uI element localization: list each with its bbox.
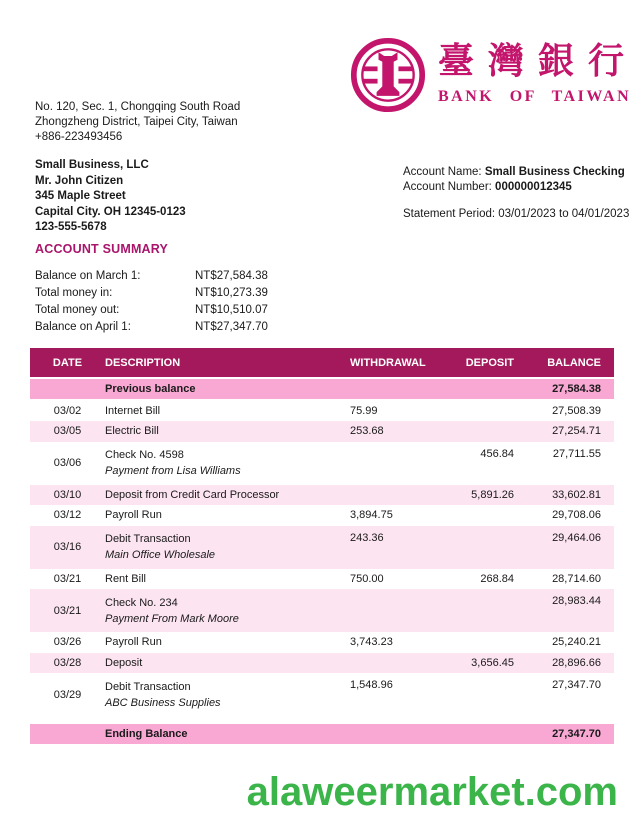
cell-deposit	[460, 526, 514, 532]
cell-withdrawal	[350, 589, 460, 595]
bank-address-line3: +886-223493456	[35, 131, 123, 143]
customer-line5: 123-555-5678	[35, 221, 107, 233]
cell-date: 03/10	[53, 488, 82, 501]
account-number-row	[403, 180, 629, 195]
cell-date: 03/02	[53, 404, 82, 417]
summary-row	[35, 302, 268, 319]
cell-balance: 27,347.70	[552, 679, 601, 691]
header-withdrawal: WITHDRAWAL	[350, 356, 426, 369]
table-row	[30, 379, 614, 401]
summary-value: NT$27,347.70	[195, 321, 268, 333]
account-info	[403, 165, 629, 222]
customer-address	[35, 158, 186, 236]
statement-period: Statement Period: 03/01/2023 to 04/01/2023	[403, 208, 630, 220]
bank-name-english: BANK OF TAIWAN	[438, 88, 632, 105]
table-row	[30, 653, 614, 674]
cell-description: Previous balance	[105, 382, 196, 395]
account-number-label: Account Number:	[403, 181, 496, 193]
customer-line1: Small Business, LLC	[35, 159, 149, 171]
table-row	[30, 505, 614, 526]
cell-description: Check No. 4598 Payment from Lisa Williams	[105, 449, 241, 477]
summary-row	[35, 268, 268, 285]
watermark-text: alaweermarket.com	[246, 770, 618, 814]
table-row	[30, 589, 614, 632]
cell-description: Deposit	[105, 656, 143, 669]
cell-deposit: 456.84	[480, 447, 514, 460]
table-row	[30, 442, 614, 485]
summary-label: Balance on April 1:	[35, 321, 131, 333]
cell-date: 03/06	[53, 457, 82, 469]
cell-deposit	[460, 589, 514, 595]
cell-balance: 27,711.55	[552, 447, 601, 460]
table-row	[30, 673, 614, 716]
account-name-row	[403, 165, 629, 180]
table-row	[30, 485, 614, 506]
cell-description: Debit Transaction Main Office Wholesale	[105, 533, 216, 561]
customer-line4: Capital City. OH 12345-0123	[35, 205, 186, 218]
header-description: DESCRIPTION	[105, 356, 181, 369]
transactions-table	[30, 348, 614, 746]
cell-withdrawal	[350, 442, 460, 448]
summary-row	[35, 285, 268, 302]
cell-withdrawal: 3,743.23	[350, 636, 393, 649]
table-row	[30, 401, 614, 422]
summary-row	[35, 319, 268, 336]
cell-withdrawal: 3,894.75	[350, 509, 393, 522]
cell-date: 03/21	[53, 572, 82, 585]
cell-deposit: 5,891.26	[471, 488, 514, 501]
cell-balance: 28,714.60	[552, 572, 601, 585]
cell-deposit: 3,656.45	[471, 656, 514, 669]
summary-value: NT$27,584.38	[195, 270, 268, 282]
cell-description: Check No. 234 Payment From Mark Moore	[105, 596, 239, 625]
account-summary	[35, 268, 268, 336]
cell-balance: 25,240.21	[552, 636, 601, 649]
cell-balance: 29,708.06	[552, 509, 601, 522]
table-row	[30, 632, 614, 653]
cell-withdrawal: 243.36	[350, 531, 384, 544]
customer-line2: Mr. John Citizen	[35, 174, 124, 187]
cell-withdrawal: 75.99	[350, 404, 378, 417]
bank-address	[35, 100, 240, 145]
cell-withdrawal: 253.68	[350, 425, 384, 438]
cell-description: Payroll Run	[105, 636, 162, 649]
cell-description: Rent Bill	[105, 572, 146, 585]
bank-name-chinese: 臺灣銀行	[438, 41, 639, 81]
cell-date: 03/21	[53, 604, 82, 617]
cell-balance: 27,254.71	[552, 425, 601, 438]
cell-withdrawal: 1,548.96	[350, 679, 393, 691]
table-row	[30, 724, 614, 746]
bank-logo-text	[438, 37, 638, 106]
cell-description: Electric Bill	[105, 425, 159, 438]
cell-balance: 28,983.44	[552, 595, 601, 607]
cell-description: Payroll Run	[105, 509, 162, 522]
header-deposit: DEPOSIT	[465, 356, 514, 369]
bank-logo	[350, 37, 638, 113]
cell-balance: 29,464.06	[552, 531, 601, 544]
cell-description: Internet Bill	[105, 404, 161, 417]
table-row	[30, 421, 614, 442]
cell-balance: 27,508.39	[552, 404, 601, 417]
cell-balance: 28,896.66	[552, 656, 601, 669]
account-name-value: Small Business Checking	[484, 166, 625, 178]
summary-value: NT$10,510.07	[195, 304, 268, 316]
table-header	[30, 348, 614, 379]
cell-deposit	[460, 673, 514, 679]
cell-deposit: 268.84	[480, 572, 514, 585]
summary-value: NT$10,273.39	[195, 287, 268, 299]
cell-description: Debit Transaction ABC Business Supplies	[105, 680, 221, 709]
table-row	[30, 569, 614, 590]
cell-date: 03/29	[53, 688, 82, 701]
cell-balance: 27,347.70	[552, 727, 601, 740]
cell-balance: 27,584.38	[552, 382, 601, 395]
cell-balance: 33,602.81	[552, 488, 601, 501]
header-balance: BALANCE	[547, 356, 601, 369]
cell-date: 03/16	[53, 541, 82, 553]
summary-label: Total money in:	[35, 287, 113, 299]
customer-line3: 345 Maple Street	[35, 190, 126, 202]
header-date: DATE	[52, 356, 83, 369]
bank-of-taiwan-emblem-icon	[350, 37, 426, 113]
cell-date: 03/26	[53, 636, 82, 649]
bank-address-line1: No. 120, Sec. 1, Chongqing South Road	[35, 101, 241, 113]
account-number-value: 000000012345	[495, 181, 572, 193]
table-spacer-row	[30, 716, 614, 724]
table-row	[30, 526, 614, 569]
cell-date: 03/12	[53, 509, 82, 522]
cell-date: 03/28	[53, 656, 82, 669]
account-summary-title: ACCOUNT SUMMARY	[35, 242, 169, 256]
cell-withdrawal: 750.00	[350, 572, 384, 585]
summary-label: Balance on March 1:	[35, 270, 141, 282]
summary-label: Total money out:	[35, 304, 120, 316]
cell-description: Deposit from Credit Card Processor	[105, 488, 280, 501]
transaction-rows	[30, 379, 614, 746]
cell-date: 03/05	[53, 425, 82, 438]
bank-address-line2: Zhongzheng District, Taipei City, Taiwan	[35, 116, 238, 128]
cell-description: Ending Balance	[105, 727, 188, 740]
account-name-label: Account Name:	[403, 166, 485, 178]
